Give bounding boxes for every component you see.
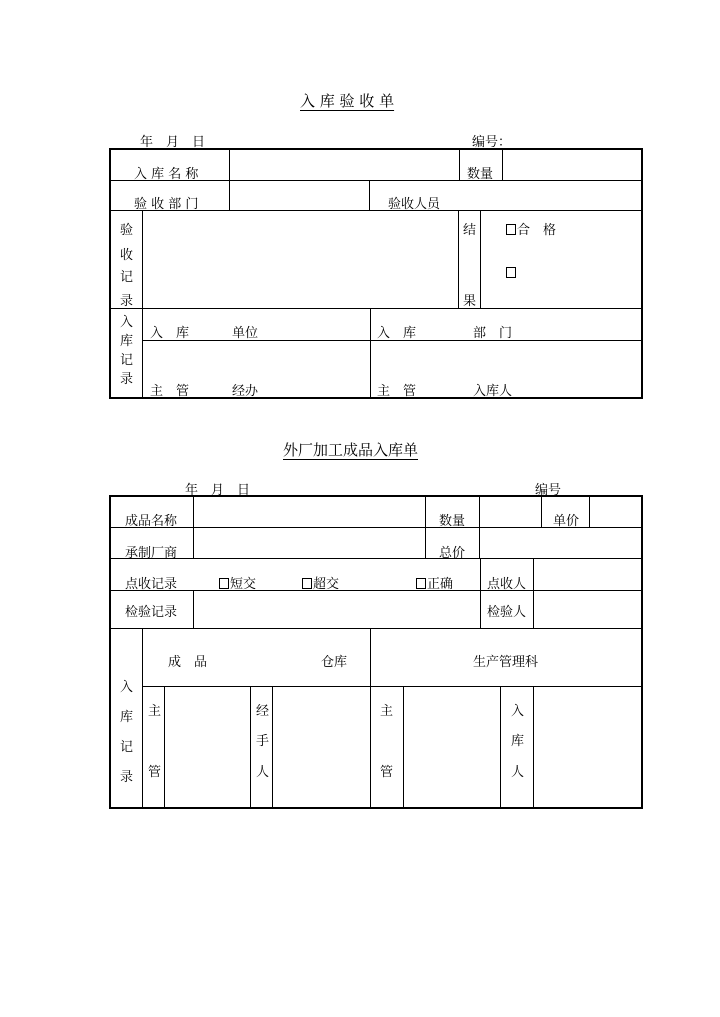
unit-price-field[interactable] [590,497,640,526]
product-name-label: 成品名称 [125,514,178,529]
handler-field[interactable] [273,687,369,807]
form1-qty-label: 数量 [467,167,494,182]
checkbox-icon[interactable] [302,578,312,589]
storage-unit-label: 入 库 [150,326,190,341]
correct-option[interactable] [416,573,453,592]
warehouse-label: 仓库 [321,655,348,670]
receiver-char: 人 [511,765,525,780]
manager-left-label: 主 管 [150,384,190,399]
receiver-field[interactable] [534,687,640,807]
checkbox-icon[interactable] [219,578,229,589]
storage-record-char: 库 [120,710,134,725]
acceptance-record-char: 记 [120,270,134,285]
storage-record-char: 入 [120,315,134,330]
short-label: 短交 [230,577,257,592]
manager-right-label: 主 管 [377,384,417,399]
form2-qty-field[interactable] [480,497,540,526]
maker-field[interactable] [194,528,424,557]
receiver-label: 入库人 [473,384,513,399]
inspection-record-field[interactable] [194,591,479,627]
form1-qty-field[interactable] [503,150,640,179]
over-label: 超交 [313,577,340,592]
unit-price-label: 单价 [553,514,580,529]
manager1-char: 管 [148,765,162,780]
handler-char: 人 [256,765,270,780]
handler-char: 经 [256,704,270,719]
receiver-field[interactable] [534,559,640,589]
acceptance-record-char: 录 [120,294,134,309]
checkbox-icon[interactable] [506,224,516,235]
qualified-label: 合 格 [517,223,557,238]
total-price-field[interactable] [480,528,640,557]
form1-dept-label: 验 收 部 门 [134,197,199,212]
inspector-field[interactable] [534,591,640,627]
form2-date-label: 年 月 日 [185,483,251,498]
form1-dept-field[interactable] [230,181,368,209]
short-option[interactable] [219,573,256,592]
over-option[interactable] [302,573,339,592]
blank-option[interactable] [506,266,517,281]
handler-char: 手 [256,734,270,749]
acceptance-record-char: 验 [120,223,134,238]
form1-person-field[interactable] [459,181,641,209]
manager2-char: 管 [380,765,394,780]
form2-number-label: 编号 [535,483,562,498]
product-name-field[interactable] [194,497,424,526]
storage-record-char: 记 [120,353,134,368]
inspection-record-label: 检验记录 [125,605,178,620]
acceptance-result-char: 果 [463,294,477,309]
storage-dept-label: 入 库 [377,326,417,341]
handler-label: 经办 [232,384,259,399]
correct-label: 正确 [427,577,454,592]
form1-name-label: 入 库 名 称 [134,167,199,182]
storage-record-char: 录 [120,372,134,387]
form1-number-label: 编号： [472,135,512,150]
form1-date-label: 年 月 日 [140,135,206,150]
production-mgmt-label: 生产管理科 [473,655,539,670]
form2-title: 外厂加工成品入库单 [283,441,419,459]
manager1-char: 主 [148,704,162,719]
checkbox-icon[interactable] [506,267,516,278]
checkbox-icon[interactable] [416,578,426,589]
form1-name-field[interactable] [230,150,458,179]
form1-person-label: 验收人员 [388,197,441,212]
storage-record-char: 库 [120,334,134,349]
receiver-char: 入 [511,704,525,719]
storage-record-char: 记 [120,740,134,755]
acceptance-record-field[interactable] [143,211,457,307]
receipt-record-label: 点收记录 [125,577,178,592]
form1-title: 入 库 验 收 单 [300,92,395,110]
manager2-char: 主 [380,704,394,719]
inspector-label: 检验人 [487,605,527,620]
maker-label: 承制厂商 [125,546,178,561]
qualified-option[interactable] [506,219,556,238]
acceptance-record-char: 收 [120,248,134,263]
manager1-field[interactable] [165,687,249,807]
receiver-label: 点收人 [487,577,527,592]
storage-record-char: 入 [120,680,134,695]
product-warehouse-label: 成 品 [168,655,208,670]
receiver-char: 库 [511,734,525,749]
manager2-field[interactable] [404,687,499,807]
storage-dept-label-b: 部 门 [473,326,513,341]
total-price-label: 总价 [439,546,466,561]
form2-qty-label: 数量 [439,514,466,529]
storage-unit-label-b: 单位 [232,326,259,341]
storage-record-char: 录 [120,770,134,785]
acceptance-result-char: 结 [463,223,477,238]
